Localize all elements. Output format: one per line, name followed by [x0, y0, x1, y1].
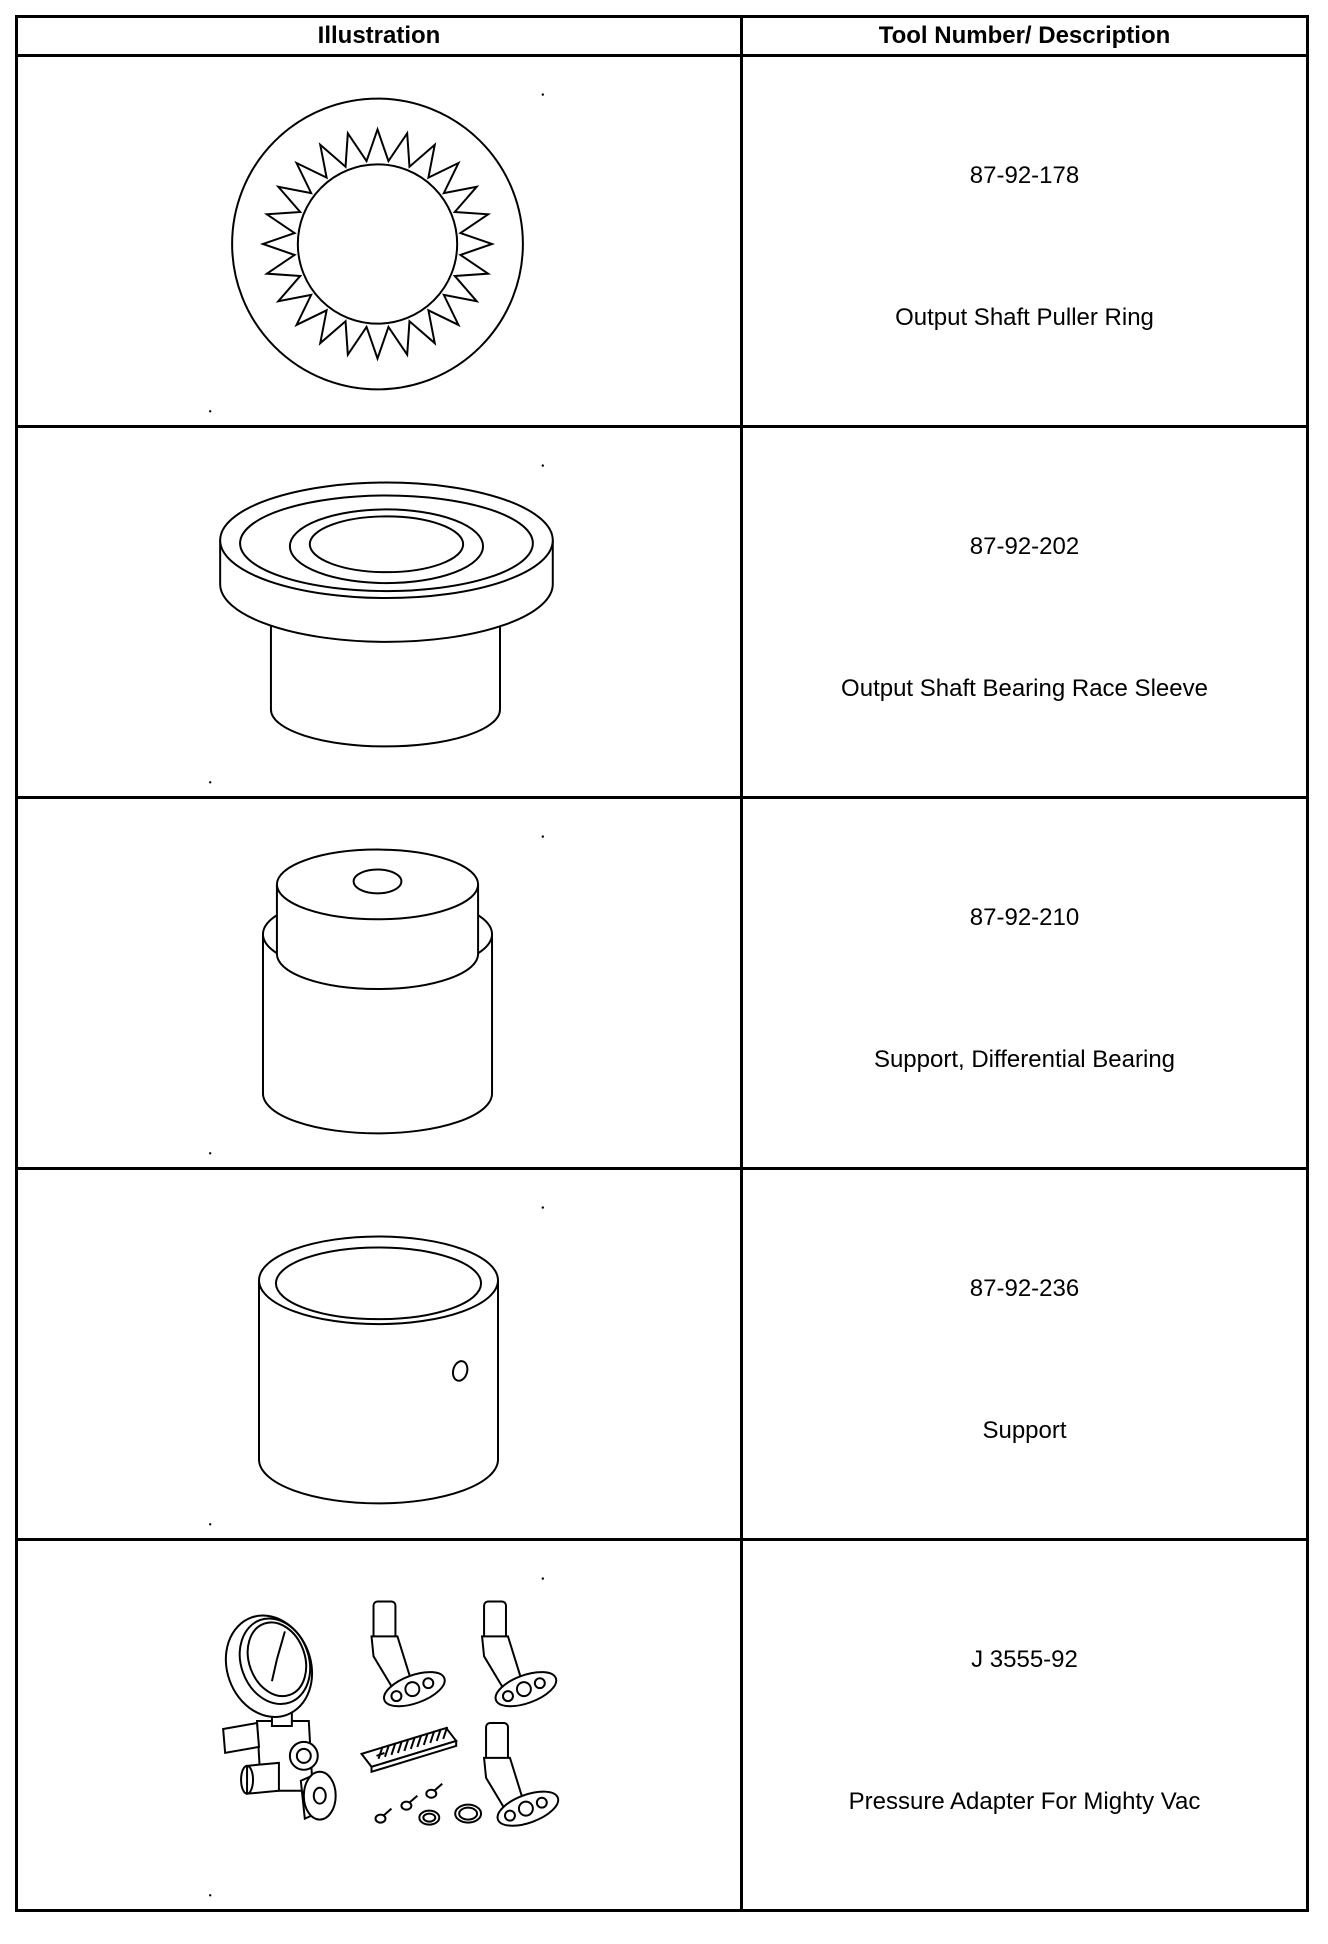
- table-row: [17, 1540, 1308, 1911]
- tool-description: Output Shaft Bearing Race Sleeve: [841, 675, 1208, 702]
- screw-icon: [376, 1784, 443, 1823]
- table-row: [17, 427, 1308, 798]
- elbow-fitting-icon: [372, 1602, 450, 1714]
- elbow-fitting-icon: [482, 1602, 561, 1714]
- tool-description: Support: [982, 1417, 1067, 1444]
- tool-number: 87-92-202: [969, 533, 1080, 560]
- illustration-cell: [17, 1169, 742, 1540]
- table-row: [17, 1169, 1308, 1540]
- tool-number: 87-92-210: [969, 904, 1080, 931]
- description-cell: [742, 1540, 1308, 1911]
- bearing-race-sleeve-icon: [18, 428, 740, 796]
- description-cell: [742, 56, 1308, 427]
- elbow-fitting-icon: [484, 1723, 563, 1833]
- table-row: [17, 56, 1308, 427]
- tool-number: J 3555-92: [971, 1646, 1078, 1673]
- tool-number: 87-92-236: [969, 1275, 1080, 1302]
- o-ring-icon: [419, 1805, 481, 1825]
- illustration-cell: [17, 427, 742, 798]
- tool-description: Pressure Adapter For Mighty Vac: [848, 1788, 1201, 1815]
- illustration-header: Illustration: [17, 17, 742, 56]
- tool-description: Support, Differential Bearing: [873, 1046, 1176, 1073]
- header-row: [17, 17, 1308, 56]
- support-cylinder-icon: [18, 1170, 740, 1538]
- pressure-adapter-kit-icon: [18, 1541, 740, 1909]
- filter-screen-icon: [362, 1727, 457, 1772]
- illustration-cell: [17, 1540, 742, 1911]
- special-tools-table: [15, 15, 1309, 1912]
- description-header: Tool Number/ Description: [742, 17, 1308, 56]
- pressure-gauge-icon: [212, 1603, 336, 1819]
- table-row: [17, 798, 1308, 1169]
- tool-description: Output Shaft Puller Ring: [895, 304, 1154, 331]
- illustration-cell: [17, 798, 742, 1169]
- tool-number: 87-92-178: [969, 162, 1080, 189]
- description-cell: [742, 1169, 1308, 1540]
- differential-bearing-support-icon: [18, 799, 740, 1167]
- description-cell: [742, 798, 1308, 1169]
- description-cell: [742, 427, 1308, 798]
- puller-ring-icon: [18, 57, 740, 425]
- illustration-cell: [17, 56, 742, 427]
